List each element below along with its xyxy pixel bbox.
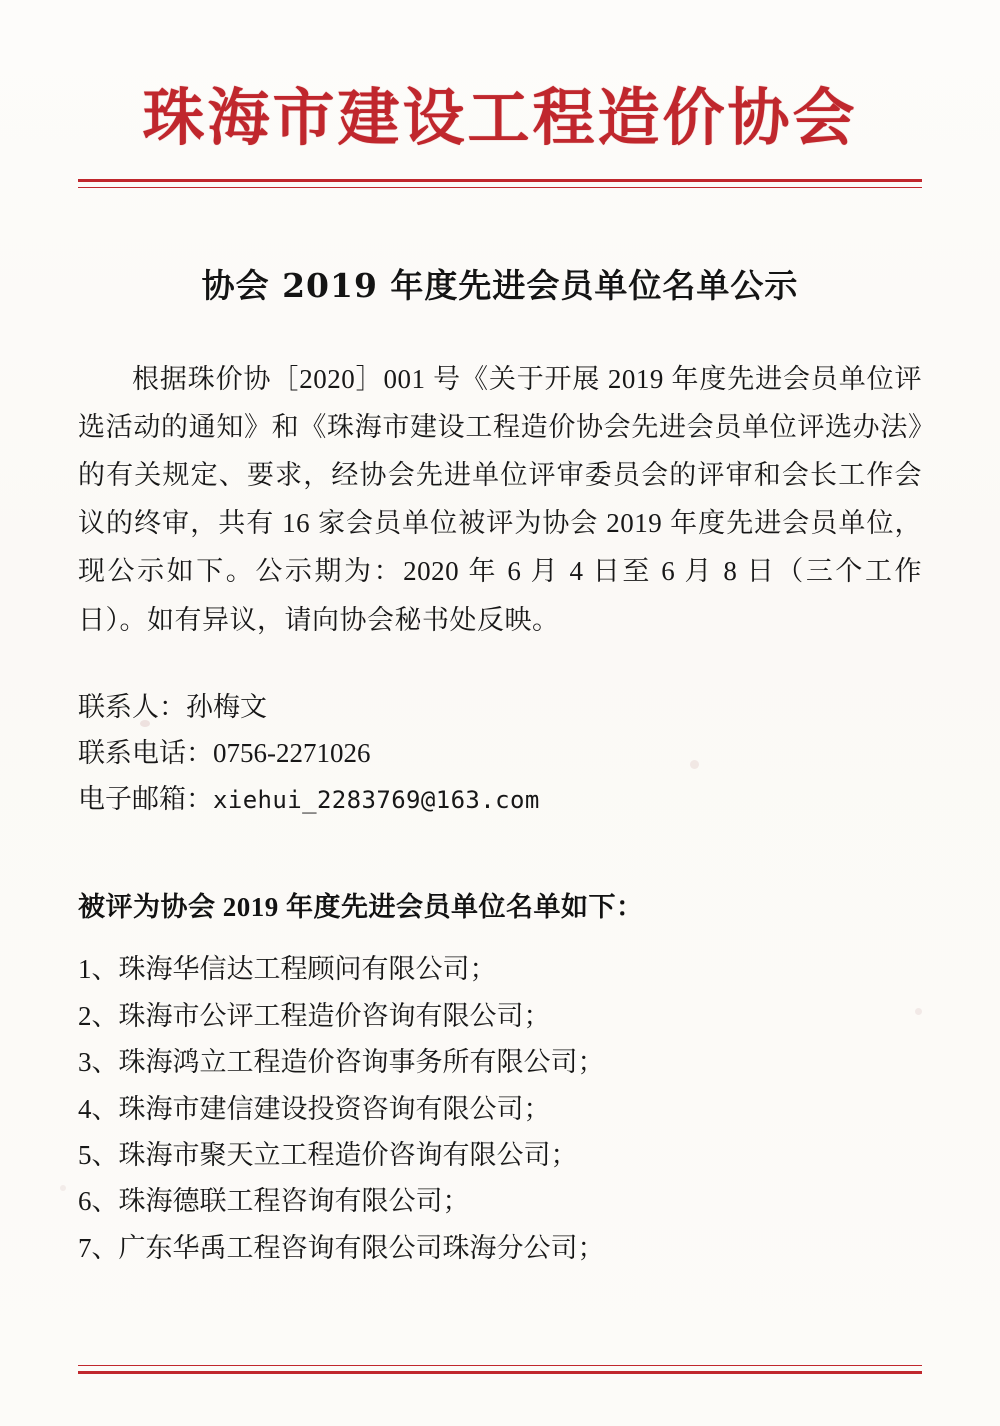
page-title: 协会 2019 年度先进会员单位名单公示 xyxy=(201,266,799,306)
contact-email-value: xiehui_2283769@163.com xyxy=(213,786,540,815)
letterhead-rule-thin xyxy=(78,187,922,188)
list-item: 7、广东华禹工程咨询有限公司珠海分公司； xyxy=(78,1232,605,1263)
contact-email-row xyxy=(78,776,922,822)
scan-artifact-spot xyxy=(60,1185,66,1191)
document-body xyxy=(78,355,922,643)
contact-phone: 联系电话：0756-2271026 xyxy=(78,738,371,769)
contact-person: 联系人：孙梅文 xyxy=(78,691,267,722)
letterhead-rule-thick xyxy=(78,179,922,182)
list-item: 4、珠海市建信建设投资咨询有限公司； xyxy=(78,1093,551,1124)
footer-rule-thick xyxy=(78,1371,922,1374)
member-list-heading: 被评为协会 2019 年度先进会员单位名单如下： xyxy=(78,891,644,922)
contact-block xyxy=(78,684,922,823)
list-item: 1、珠海华信达工程顾问有限公司； xyxy=(78,954,497,985)
contact-email-label: 电子邮箱： xyxy=(78,784,213,815)
letterhead xyxy=(78,0,922,188)
footer-rules xyxy=(78,1365,922,1374)
list-item: 2、珠海市公评工程造价咨询有限公司； xyxy=(78,1000,551,1031)
organization-title: 珠海市建设工程造价协会 xyxy=(142,81,858,154)
list-item: 3、珠海鸿立工程造价咨询事务所有限公司； xyxy=(78,1047,605,1078)
letterhead-rules xyxy=(78,179,922,188)
list-item: 5、珠海市聚天立工程造价咨询有限公司； xyxy=(78,1140,578,1171)
list-item: 6、珠海德联工程咨询有限公司； xyxy=(78,1186,470,1217)
body-paragraph: 根据珠价协［2020］001 号《关于开展 2019 年度先进会员单位评选活动的通知》和《珠海市建设工程造价协会先进会员单位评选办法》的有关规定、要求，经协会先进单位评审委员会的评审和会长工作会议的终审，共有 16 家会员单位被评为协会 2019 年度先进会员单位，现公示如下。公示期为：2020 年 6 月 4 日至 6 月 8 日（三个工作日）。如有异议，请向协会秘书处反映。 xyxy=(78,364,922,635)
footer-rule-thin xyxy=(78,1365,922,1366)
member-list xyxy=(78,946,922,1271)
